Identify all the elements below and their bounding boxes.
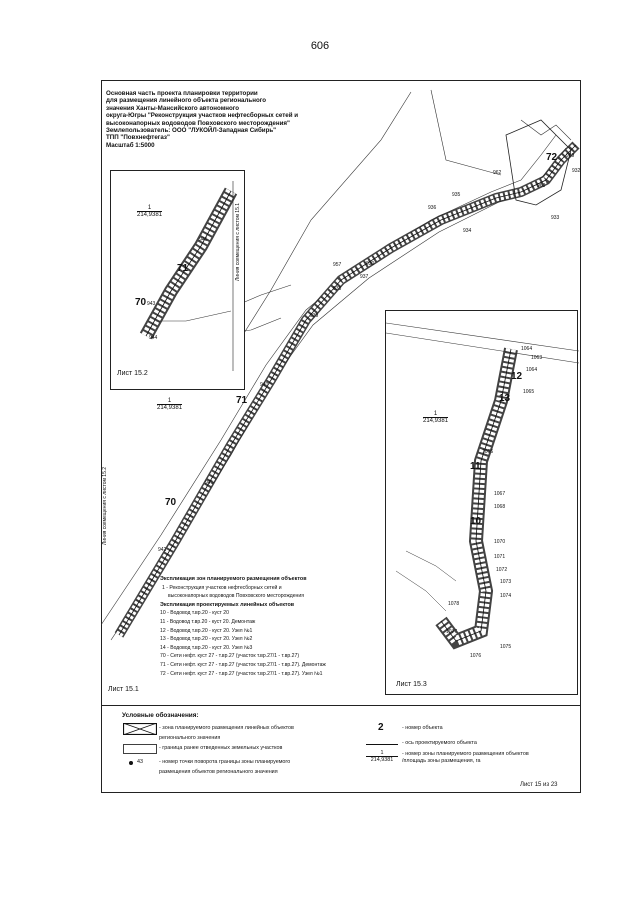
point-label: 933 xyxy=(551,215,560,221)
point-label: 934 xyxy=(463,228,472,234)
legend-object-number-sample: 2 xyxy=(378,722,384,733)
point-label: 1065 xyxy=(523,389,535,395)
inset-15-3-zone-label: 1 214,9381 xyxy=(423,411,449,424)
point-label: 1070 xyxy=(494,539,506,545)
point-label: 1075 xyxy=(500,644,512,650)
legend-point-marker xyxy=(129,761,133,765)
inset-15-3-object-13: 13 xyxy=(499,393,511,404)
inset-15-2-edge-label: Линия совмещения с листом 15.1 xyxy=(235,202,241,281)
legend-point-text: - номер точки поворота границы зоны планируемого размещения объектов регионального значения xyxy=(159,759,291,775)
point-label: 1064 xyxy=(526,367,538,373)
inset-15-2-sheet-label: Лист 15.2 xyxy=(117,370,148,377)
inset-15-2-zone-label: 1 214,9381 xyxy=(137,205,163,218)
point-label: 1078 xyxy=(448,601,460,607)
inset-15-3-sheet-label: Лист 15.3 xyxy=(396,681,427,688)
inset-15-2-object-70: 70 xyxy=(135,297,147,308)
inset-sheet-15-2 xyxy=(110,170,245,390)
explication-object-item: 72 - Сети нефт. куст 27 - т.вр.27 (участок т.вр.27/1 - т.вр.27). Узел №1 xyxy=(160,670,323,677)
legend-zone-text: - зона планируемого размещения линейных объектов регионального значения xyxy=(159,725,294,741)
point-label: 969 xyxy=(566,153,575,159)
legend-axis-text: - ось проектируемого объекта xyxy=(402,740,477,746)
explication-object-item: 13 - Водовод т.вр.20 - куст 20. Узел №2 xyxy=(160,636,253,643)
point-label: 1077 xyxy=(446,629,458,635)
explication xyxy=(160,575,380,678)
point-label: 940 xyxy=(260,382,269,388)
inset-15-3-map xyxy=(386,311,579,696)
point-label: 937 xyxy=(360,274,369,280)
main-zone-label: 1 214,9381 xyxy=(157,398,183,411)
legend-zone-number-text: - номер зоны планируемого размещения объектов /площадь зоны размещения, га xyxy=(402,751,529,764)
point-label: 942 xyxy=(158,547,167,553)
legend-axis-line xyxy=(366,744,398,745)
point-label: 1066 xyxy=(482,449,494,455)
explication-object-item: 10 - Водовод т.вр.20 - куст 20 xyxy=(160,610,229,617)
main-edge-label: Линия совмещения с листом 15.2 xyxy=(102,466,108,545)
point-label: 935 xyxy=(452,192,461,198)
explication-object-item: 11 - Водовод т.вр.20 - куст 20. Демонтаж xyxy=(160,618,256,625)
point-label: 1071 xyxy=(494,554,506,560)
sheet-count: Лист 15 из 23 xyxy=(520,782,558,788)
legend-allotted-text: - граница ранее отведенных земельных участков xyxy=(159,745,283,751)
point-label: 946 xyxy=(199,237,208,243)
inset-15-3-object-12: 12 xyxy=(511,371,523,382)
point-label: 1068 xyxy=(494,504,506,510)
inset-15-2-map xyxy=(111,171,246,391)
point-label: 930 xyxy=(366,261,375,267)
inset-15-3-object-10: 10 xyxy=(470,516,482,527)
point-label: 1063 xyxy=(531,355,543,361)
point-label: 1073 xyxy=(500,579,512,585)
explication-zone-item: высоконапорных водоводов Повховского месторождения xyxy=(168,593,304,600)
explication-object-item: 70 - Сети нефт. куст 27 - т.вр.27 (участок т.вр.27/1 - т.вр.27) xyxy=(160,653,300,660)
point-label: 944 xyxy=(149,335,158,341)
point-label: 962 xyxy=(493,170,502,176)
inset-sheet-15-3 xyxy=(385,310,578,695)
explication-zone-item: 1 - Реконструкция участков нефтесборных сетей и xyxy=(162,584,282,591)
explication-object-item: 14 - Водовод т.вр.20 - куст 20. Узел №3 xyxy=(160,644,253,651)
point-label: 941 xyxy=(205,480,214,486)
point-label: 957 xyxy=(333,262,342,268)
legend-zone-number-sample: 1 214,9381 xyxy=(366,750,398,763)
title-block: Основная часть проекта планировки территории для размещения линейного объекта регионального значения Ханты-Мансийского автономного округа-Югры "Реконструкция участков нефтесборных сетей и высоконапорных водоводов Повховского месторождения" Землепользователь: ООО "ЛУКОЙЛ-Западная Сибирь" ТПП "Повхнефтегаз" Масштаб 1:5000 xyxy=(106,90,299,149)
explication-heading-objects: Экспликация проектируемых линейных объектов xyxy=(160,601,295,608)
point-label: 968 xyxy=(537,183,546,189)
legend-object-number-text: - номер объекта xyxy=(402,725,443,731)
point-label: 1076 xyxy=(470,653,482,659)
point-label: 1064 xyxy=(521,346,533,352)
main-object-number-71: 71 xyxy=(236,395,248,406)
legend-allotted-swatch xyxy=(123,744,157,754)
main-object-number-70: 70 xyxy=(165,497,177,508)
main-sheet-label: Лист 15.1 xyxy=(108,686,139,693)
point-label: 938 xyxy=(333,286,342,292)
legend-point-number: 43 xyxy=(137,759,143,765)
inset-15-3-object-11: 11 xyxy=(470,461,481,472)
point-label: 1067 xyxy=(494,491,506,497)
legend-title: Условные обозначения: xyxy=(122,712,199,719)
inset-15-2-object-71: 71 xyxy=(177,263,189,274)
point-label: 932 xyxy=(572,168,581,174)
point-label: 943 xyxy=(147,301,156,307)
explication-object-item: 71 - Сети нефт. куст 27 - т.вр.27 (участок т.вр.27/1 - т.вр.27). Демонтаж xyxy=(160,661,326,668)
explication-object-item: 12 - Водовод т.вр.20 - куст 20. Узел №1 xyxy=(160,627,253,634)
explication-heading-zones: Экспликация зон планируемого размещения объектов xyxy=(160,576,307,582)
legend-zone-swatch xyxy=(123,723,157,735)
main-object-number-72: 72 xyxy=(546,152,558,163)
point-label: 1074 xyxy=(500,593,512,599)
point-label: 1072 xyxy=(496,567,508,573)
point-label: 939 xyxy=(310,313,319,319)
page-number: 606 xyxy=(310,40,330,52)
point-label: 936 xyxy=(428,205,437,211)
